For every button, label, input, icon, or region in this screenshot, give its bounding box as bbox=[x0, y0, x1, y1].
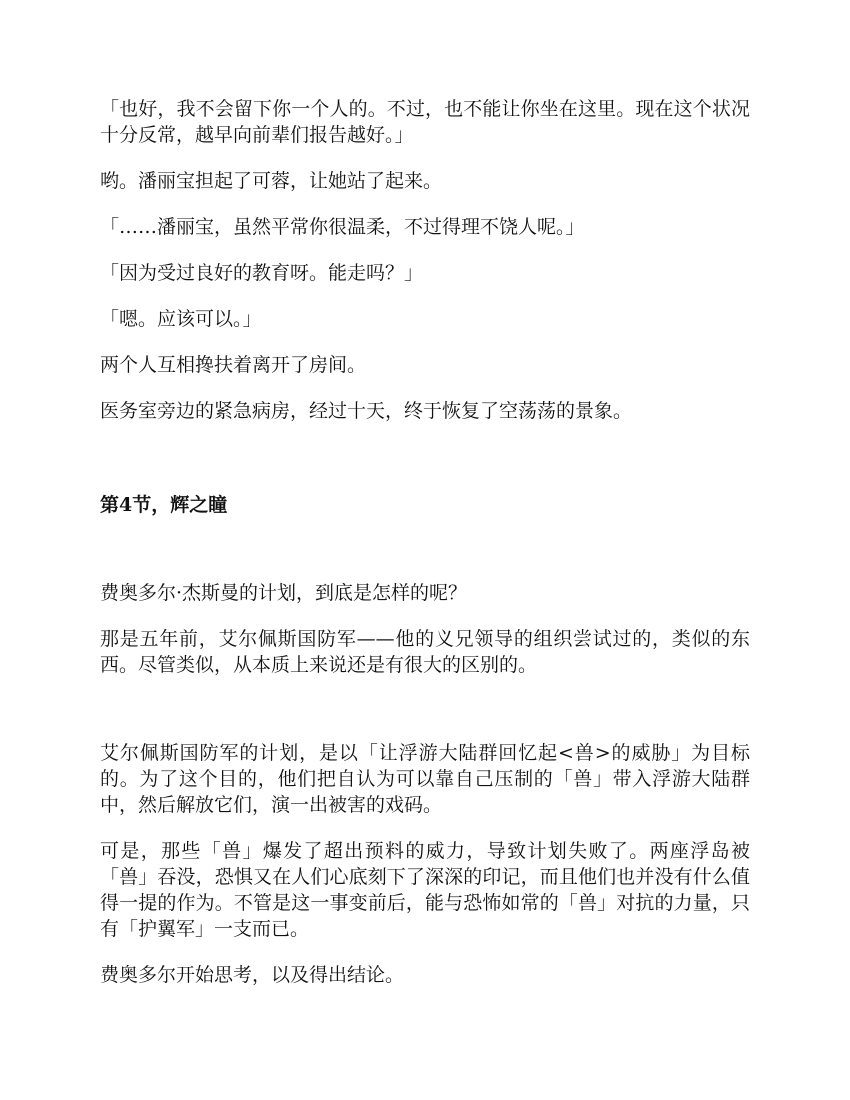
spacer bbox=[100, 698, 750, 740]
paragraph: 那是五年前，艾尔佩斯国防军——他的义兄领导的组织尝试过的，类似的东西。尽管类似，从本质上来说还是有很大的区别的。 bbox=[100, 628, 750, 676]
paragraph: 费奥多尔·杰斯曼的计划，到底是怎样的呢？ bbox=[100, 582, 468, 604]
document-page bbox=[100, 96, 750, 1008]
paragraph: 两个人互相搀扶着离开了房间。 bbox=[100, 354, 367, 376]
paragraph: 可是，那些「兽」爆发了超出预料的威力，导致计划失败了。两座浮岛被「兽」吞没，恐惧又在人们心底刻下了深深的印记，而且他们也并没有什么值得一提的作为。不管是这一事变前后，能与恐怖如常的「兽」对抗的力量，只有「护翼军」一支而已。 bbox=[100, 840, 750, 940]
paragraph: 哟。潘丽宝担起了可蓉，让她站了起来。 bbox=[100, 170, 443, 192]
chapter-heading: 第4节，辉之瞳 bbox=[100, 494, 228, 516]
paragraph: 「……潘丽宝，虽然平常你很温柔，不过得理不饶人呢。」 bbox=[100, 216, 585, 238]
paragraph: 医务室旁边的紧急病房，经过十天，终于恢复了空荡荡的景象。 bbox=[100, 400, 633, 422]
paragraph: 费奥多尔开始思考，以及得出结论。 bbox=[100, 964, 405, 986]
paragraph: 艾尔佩斯国防军的计划，是以「让浮游大陆群回忆起<兽>的威胁」为目标的。为了这个目的，他们把自认为可以靠自己压制的「兽」带入浮游大陆群中，然后解放它们，演一出被害的戏码。 bbox=[100, 742, 750, 816]
spacer bbox=[100, 518, 750, 580]
spacer bbox=[100, 444, 750, 492]
paragraph: 「也好，我不会留下你一个人的。不过，也不能让你坐在这里。现在这个状况十分反常，越早向前辈们报告越好。」 bbox=[100, 98, 750, 146]
paragraph: 「因为受过良好的教育呀。能走吗？」 bbox=[100, 262, 424, 284]
paragraph: 「嗯。应该可以。」 bbox=[100, 308, 262, 330]
